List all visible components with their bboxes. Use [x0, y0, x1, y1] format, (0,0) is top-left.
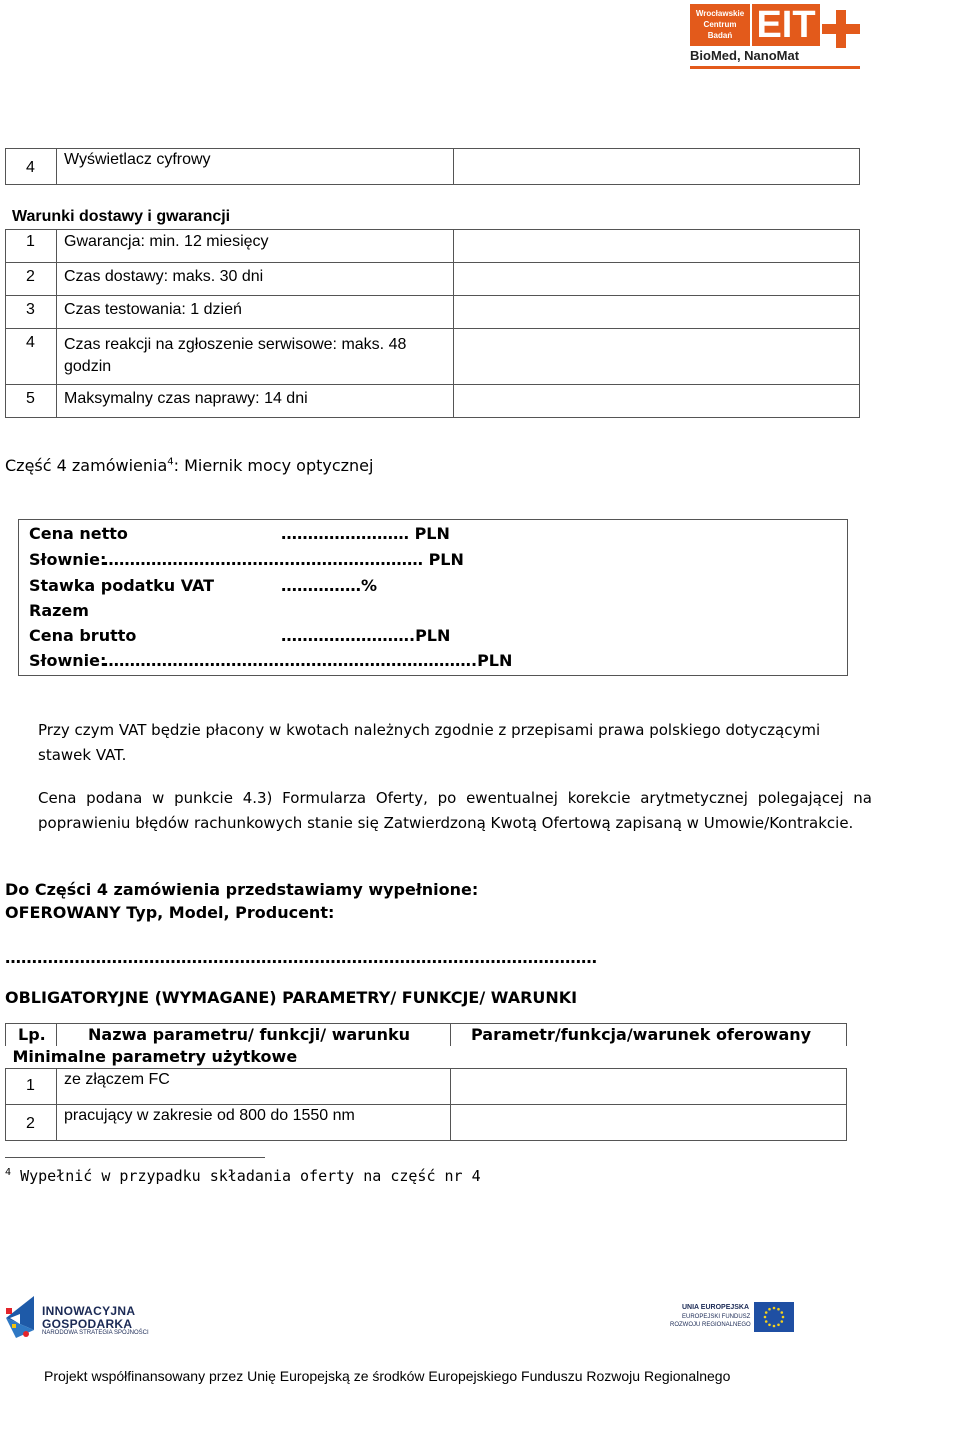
row-number: 2	[26, 268, 35, 285]
eu-flag-icon	[754, 1302, 794, 1332]
table-row	[6, 1069, 847, 1105]
footnote	[5, 1167, 481, 1185]
offer-cell[interactable]	[454, 263, 860, 296]
offer-line-1: Do Części 4 zamówienia przedstawiamy wypełnione:	[5, 880, 479, 899]
footnote-mark: 4	[5, 1167, 12, 1178]
part-title-suffix: : Miernik mocy optycznej	[173, 456, 374, 475]
logo-underline	[690, 66, 860, 69]
net-price-label: Cena netto	[29, 524, 128, 543]
plus-icon	[822, 10, 860, 48]
offer-cell[interactable]	[454, 385, 860, 418]
spec-table-top	[5, 148, 860, 185]
gross-words-label: Słownie:	[29, 651, 107, 670]
ig-line-1: INNOWACYJNA	[42, 1304, 136, 1318]
price-note: Cena podana w punkcie 4.3) Formularza Oferty, po ewentualnej korekcie arytmetycznej polegającej na poprawieniu błędów rachunkowych stanie się Zatwierdzoną Kwotą Ofertową zapisaną w Umowie/Kontrakcie.	[38, 789, 872, 832]
ig-emblem-icon	[4, 1294, 38, 1340]
table-row	[6, 385, 860, 418]
row-label: pracujący w zakresie od 800 do 1550 nm	[64, 1107, 355, 1124]
row-label: Maksymalny czas naprawy: 14 dni	[64, 390, 308, 407]
logo-box-line-2: Centrum	[703, 20, 737, 29]
row-number: 4	[26, 334, 35, 351]
gross-price-label: Cena brutto	[29, 626, 137, 645]
warranty-heading: Warunki dostawy i gwarancji	[12, 208, 231, 225]
section-row	[6, 1046, 847, 1069]
eit-logo-text: EIT	[752, 4, 820, 46]
params-heading: OBLIGATORYJNE (WYMAGANE) PARAMETRY/ FUNKCJE/ WARUNKI	[5, 988, 578, 1007]
row-number: 5	[26, 390, 35, 407]
eu-line-1: UNIA EUROPEJSKA	[682, 1304, 750, 1311]
params-table	[5, 1023, 847, 1141]
sum-label: Razem	[29, 601, 89, 620]
offer-cell[interactable]	[451, 1105, 847, 1141]
part-title-prefix: Część 4 zamówienia	[5, 456, 168, 475]
table-row	[6, 263, 860, 296]
table-header-row	[6, 1024, 847, 1046]
offer-dots[interactable]: …………………………………………………………………………………………………	[5, 948, 597, 967]
ig-line-2: GOSPODARKA	[42, 1317, 133, 1331]
row-label: Czas reakcji na zgłoszenie serwisowe: maks. 48 godzin	[64, 336, 407, 375]
row-number: 1	[26, 1077, 35, 1094]
row-label: Czas dostawy: maks. 30 dni	[64, 268, 264, 285]
row-number: 3	[26, 301, 35, 318]
part-title	[5, 456, 373, 475]
net-words-label: Słownie:	[29, 550, 107, 569]
footnote-ref: 4	[167, 456, 174, 468]
logo-box-line-1: Wrocławskie	[695, 9, 745, 18]
eu-line-3: ROZWOJU REGIONALNEGO	[670, 1322, 751, 1328]
ig-line-3: NARODOWA STRATEGIA SPÓJNOŚCI	[42, 1330, 149, 1336]
footer-caption: Projekt współfinansowany przez Unię Europejską ze środków Europejskiego Funduszu Rozwoju Regionalnego	[44, 1368, 731, 1384]
row-number: 2	[26, 1115, 35, 1132]
row-label: ze złączem FC	[64, 1071, 170, 1088]
row-label: Czas testowania: 1 dzień	[64, 301, 242, 318]
table-row	[6, 296, 860, 329]
section-title: Minimalne parametry użytkowe	[12, 1046, 298, 1066]
net-price-value[interactable]: …………………… PLN	[281, 524, 450, 543]
table-row	[6, 329, 860, 385]
wcb-logo-box	[690, 4, 750, 46]
warranty-table	[5, 229, 860, 418]
vat-note: Przy czym VAT będzie płacony w kwotach należnych zgodnie z przepisami prawa polskiego dotyczącymi stawek VAT.	[38, 721, 821, 764]
table-row	[6, 1105, 847, 1141]
offer-line-2: OFEROWANY Typ, Model, Producent:	[5, 903, 335, 922]
logo-subtitle: BioMed, NanoMat	[690, 48, 800, 63]
col-header-lp: Lp.	[18, 1025, 46, 1044]
logo-box-line-3: Badań	[707, 31, 733, 40]
footnote-text: Wypełnić w przypadku składania oferty na część nr 4	[20, 1167, 481, 1185]
gross-price-value[interactable]: …………………….PLN	[281, 626, 451, 645]
eu-line-2: EUROPEJSKI FUNDUSZ	[682, 1314, 751, 1320]
vat-value[interactable]: ……………%	[281, 576, 378, 595]
offer-cell[interactable]	[454, 296, 860, 329]
innowacyjna-gospodarka-logo	[4, 1294, 164, 1340]
gross-words-value[interactable]: …………………………………………………………….PLN	[103, 651, 513, 670]
offer-cell[interactable]	[454, 149, 860, 185]
eit-logo	[690, 4, 868, 66]
table-row	[6, 149, 860, 185]
offer-cell[interactable]	[454, 329, 860, 385]
row-label: Wyświetlacz cyfrowy	[64, 151, 211, 168]
footnote-separator	[5, 1157, 265, 1158]
offer-cell[interactable]	[454, 230, 860, 263]
net-words-value[interactable]: …………………………………………………… PLN	[103, 550, 464, 569]
offer-cell[interactable]	[451, 1069, 847, 1105]
row-number: 1	[26, 233, 35, 250]
col-header-name: Nazwa parametru/ funkcji/ warunku	[88, 1025, 410, 1044]
row-number: 4	[26, 159, 35, 176]
price-box	[18, 519, 848, 676]
vat-label: Stawka podatku VAT	[29, 576, 215, 595]
table-row	[6, 230, 860, 263]
row-label: Gwarancja: min. 12 miesięcy	[64, 233, 269, 250]
col-header-offer: Parametr/funkcja/warunek oferowany	[471, 1025, 812, 1044]
eu-logo	[668, 1302, 794, 1332]
